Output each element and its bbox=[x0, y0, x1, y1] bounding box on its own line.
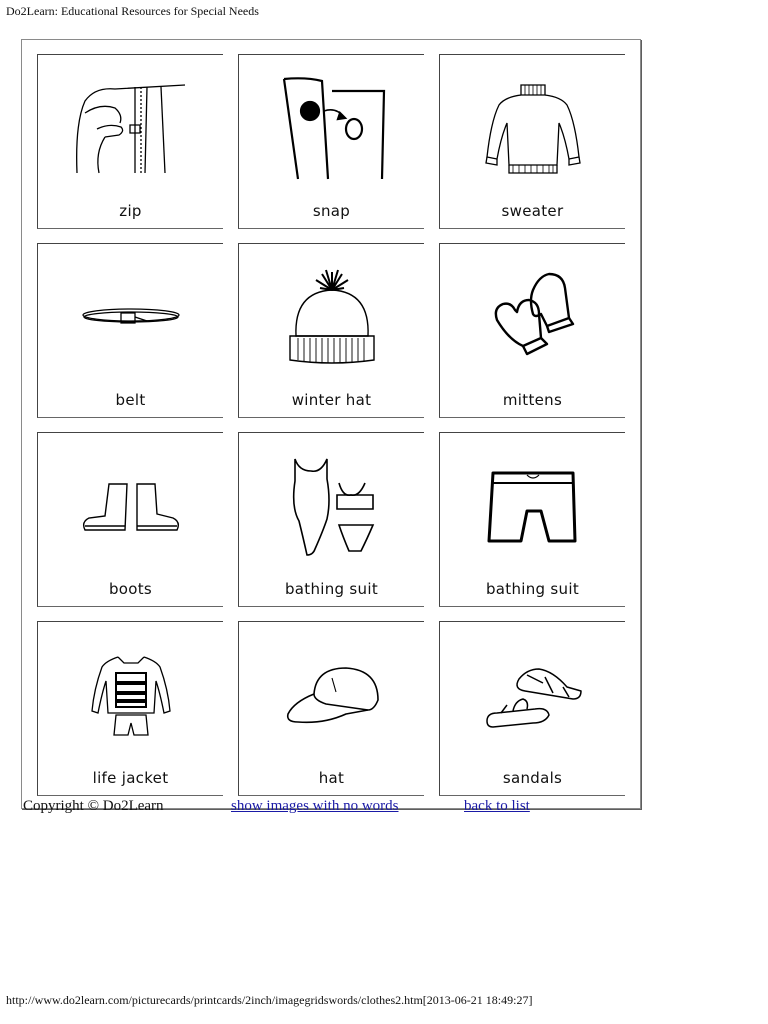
picture-card-bathing-suit bbox=[238, 432, 424, 607]
card-label: sandals bbox=[502, 769, 563, 787]
cap-icon bbox=[284, 664, 380, 728]
winter-hat-icon bbox=[286, 270, 378, 366]
copyright-text: Copyright © Do2Learn bbox=[23, 798, 164, 814]
card-label: mittens bbox=[502, 391, 563, 409]
picture-card-sweater bbox=[439, 54, 625, 229]
card-label: zip bbox=[119, 202, 142, 220]
sandals-icon bbox=[483, 661, 583, 731]
zipper-icon bbox=[75, 83, 187, 175]
card-label: life jacket bbox=[92, 769, 169, 787]
picture-card-mittens bbox=[439, 243, 625, 418]
life-jacket-icon bbox=[88, 653, 174, 739]
card-label: sweater bbox=[501, 202, 564, 220]
picture-card-hat bbox=[238, 621, 424, 796]
picture-card-sandals bbox=[439, 621, 625, 796]
card-label: bathing suit bbox=[485, 580, 580, 598]
back-to-list-link[interactable]: back to list bbox=[464, 798, 530, 814]
page-header-title: Do2Learn: Educational Resources for Special Needs bbox=[6, 4, 259, 18]
picture-card-swim-trunks bbox=[439, 432, 625, 607]
picture-card-belt bbox=[37, 243, 223, 418]
picture-card-snap bbox=[238, 54, 424, 229]
boots-icon bbox=[81, 480, 181, 534]
bathing-suit-icon bbox=[287, 457, 377, 557]
card-label: winter hat bbox=[291, 391, 372, 409]
picture-card-life-jacket bbox=[37, 621, 223, 796]
card-label: snap bbox=[312, 202, 351, 220]
sweater-icon bbox=[483, 81, 583, 177]
picture-card-winter-hat bbox=[238, 243, 424, 418]
picture-card-boots bbox=[37, 432, 223, 607]
page-footer-row bbox=[23, 798, 643, 818]
swim-trunks-icon bbox=[487, 467, 579, 547]
page-url-footer: http://www.do2learn.com/picturecards/printcards/2inch/imagegridswords/clothes2.htm[2013-06-21 18:49:27] bbox=[6, 993, 533, 1007]
card-label: hat bbox=[318, 769, 345, 787]
show-images-no-words-link[interactable]: show images with no words bbox=[231, 798, 399, 814]
snap-icon bbox=[276, 77, 388, 181]
belt-icon bbox=[81, 303, 181, 333]
mittens-icon bbox=[489, 270, 577, 366]
picture-card-zip bbox=[37, 54, 223, 229]
card-label: belt bbox=[115, 391, 146, 409]
card-label: bathing suit bbox=[284, 580, 379, 598]
card-label: boots bbox=[108, 580, 153, 598]
